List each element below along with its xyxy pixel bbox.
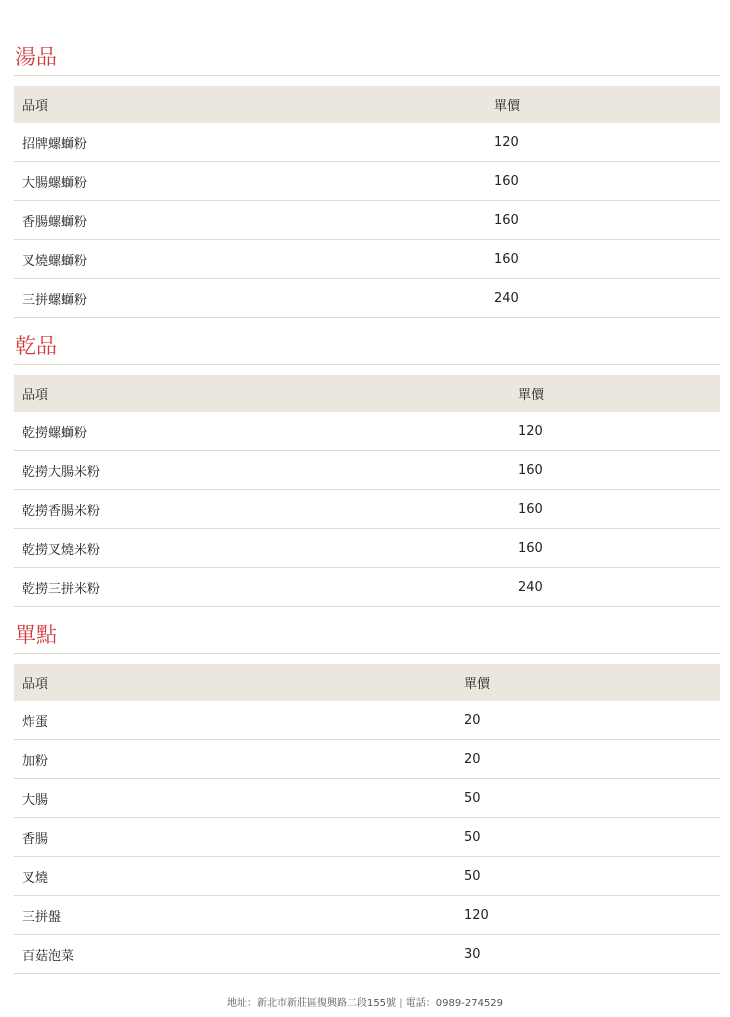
table-row bbox=[14, 529, 720, 568]
menu-table bbox=[14, 664, 720, 974]
item-name: 百菇泡菜 bbox=[14, 935, 456, 974]
item-name: 三拼螺螄粉 bbox=[14, 279, 486, 318]
item-price: 160 bbox=[486, 201, 720, 240]
menu-table bbox=[14, 375, 720, 607]
side-dish-section bbox=[14, 620, 720, 974]
item-price: 160 bbox=[486, 162, 720, 201]
table-row bbox=[14, 568, 720, 607]
item-price: 50 bbox=[456, 779, 720, 818]
table-row bbox=[14, 935, 720, 974]
section-title: 單點 bbox=[14, 620, 720, 654]
footer-address: 地址：新北市新莊區復興路二段155號 bbox=[226, 998, 397, 1009]
table-row bbox=[14, 123, 720, 162]
item-name: 乾撈香腸米粉 bbox=[14, 490, 510, 529]
item-price: 160 bbox=[510, 529, 720, 568]
soup-section bbox=[14, 42, 720, 318]
table-row bbox=[14, 490, 720, 529]
table-row bbox=[14, 279, 720, 318]
table-row bbox=[14, 451, 720, 490]
item-price: 20 bbox=[456, 701, 720, 740]
column-header-item: 品項 bbox=[14, 86, 486, 123]
footer-separator: | bbox=[399, 998, 403, 1009]
section-title: 湯品 bbox=[14, 42, 720, 76]
item-price: 160 bbox=[510, 490, 720, 529]
item-name: 乾撈大腸米粉 bbox=[14, 451, 510, 490]
table-row bbox=[14, 896, 720, 935]
footer bbox=[0, 994, 730, 1009]
item-name: 叉燒螺螄粉 bbox=[14, 240, 486, 279]
table-row bbox=[14, 412, 720, 451]
item-name: 三拼盤 bbox=[14, 896, 456, 935]
item-name: 叉燒 bbox=[14, 857, 456, 896]
item-price: 20 bbox=[456, 740, 720, 779]
table-row bbox=[14, 201, 720, 240]
item-name: 招牌螺螄粉 bbox=[14, 123, 486, 162]
table-row bbox=[14, 701, 720, 740]
table-header-row bbox=[14, 664, 720, 701]
section-title: 乾品 bbox=[14, 331, 720, 365]
item-price: 160 bbox=[486, 240, 720, 279]
column-header-item: 品項 bbox=[14, 375, 510, 412]
item-name: 乾撈螺螄粉 bbox=[14, 412, 510, 451]
item-name: 香腸 bbox=[14, 818, 456, 857]
item-name: 乾撈三拼米粉 bbox=[14, 568, 510, 607]
table-row bbox=[14, 740, 720, 779]
table-header-row bbox=[14, 86, 720, 123]
column-header-price: 單價 bbox=[456, 664, 720, 701]
column-header-price: 單價 bbox=[486, 86, 720, 123]
item-price: 50 bbox=[456, 857, 720, 896]
table-row bbox=[14, 818, 720, 857]
table-row bbox=[14, 162, 720, 201]
item-price: 120 bbox=[456, 896, 720, 935]
table-row bbox=[14, 779, 720, 818]
item-name: 乾撈叉燒米粉 bbox=[14, 529, 510, 568]
column-header-item: 品項 bbox=[14, 664, 456, 701]
item-name: 香腸螺螄粉 bbox=[14, 201, 486, 240]
item-price: 50 bbox=[456, 818, 720, 857]
item-price: 240 bbox=[486, 279, 720, 318]
footer-phone: 電話：0989-274529 bbox=[405, 998, 504, 1009]
dry-section bbox=[14, 331, 720, 607]
table-row bbox=[14, 857, 720, 896]
item-name: 大腸 bbox=[14, 779, 456, 818]
item-name: 加粉 bbox=[14, 740, 456, 779]
table-header-row bbox=[14, 375, 720, 412]
item-name: 大腸螺螄粉 bbox=[14, 162, 486, 201]
item-price: 30 bbox=[456, 935, 720, 974]
item-price: 240 bbox=[510, 568, 720, 607]
column-header-price: 單價 bbox=[510, 375, 720, 412]
menu-table bbox=[14, 86, 720, 318]
table-row bbox=[14, 240, 720, 279]
item-price: 160 bbox=[510, 451, 720, 490]
item-name: 炸蛋 bbox=[14, 701, 456, 740]
item-price: 120 bbox=[486, 123, 720, 162]
item-price: 120 bbox=[510, 412, 720, 451]
